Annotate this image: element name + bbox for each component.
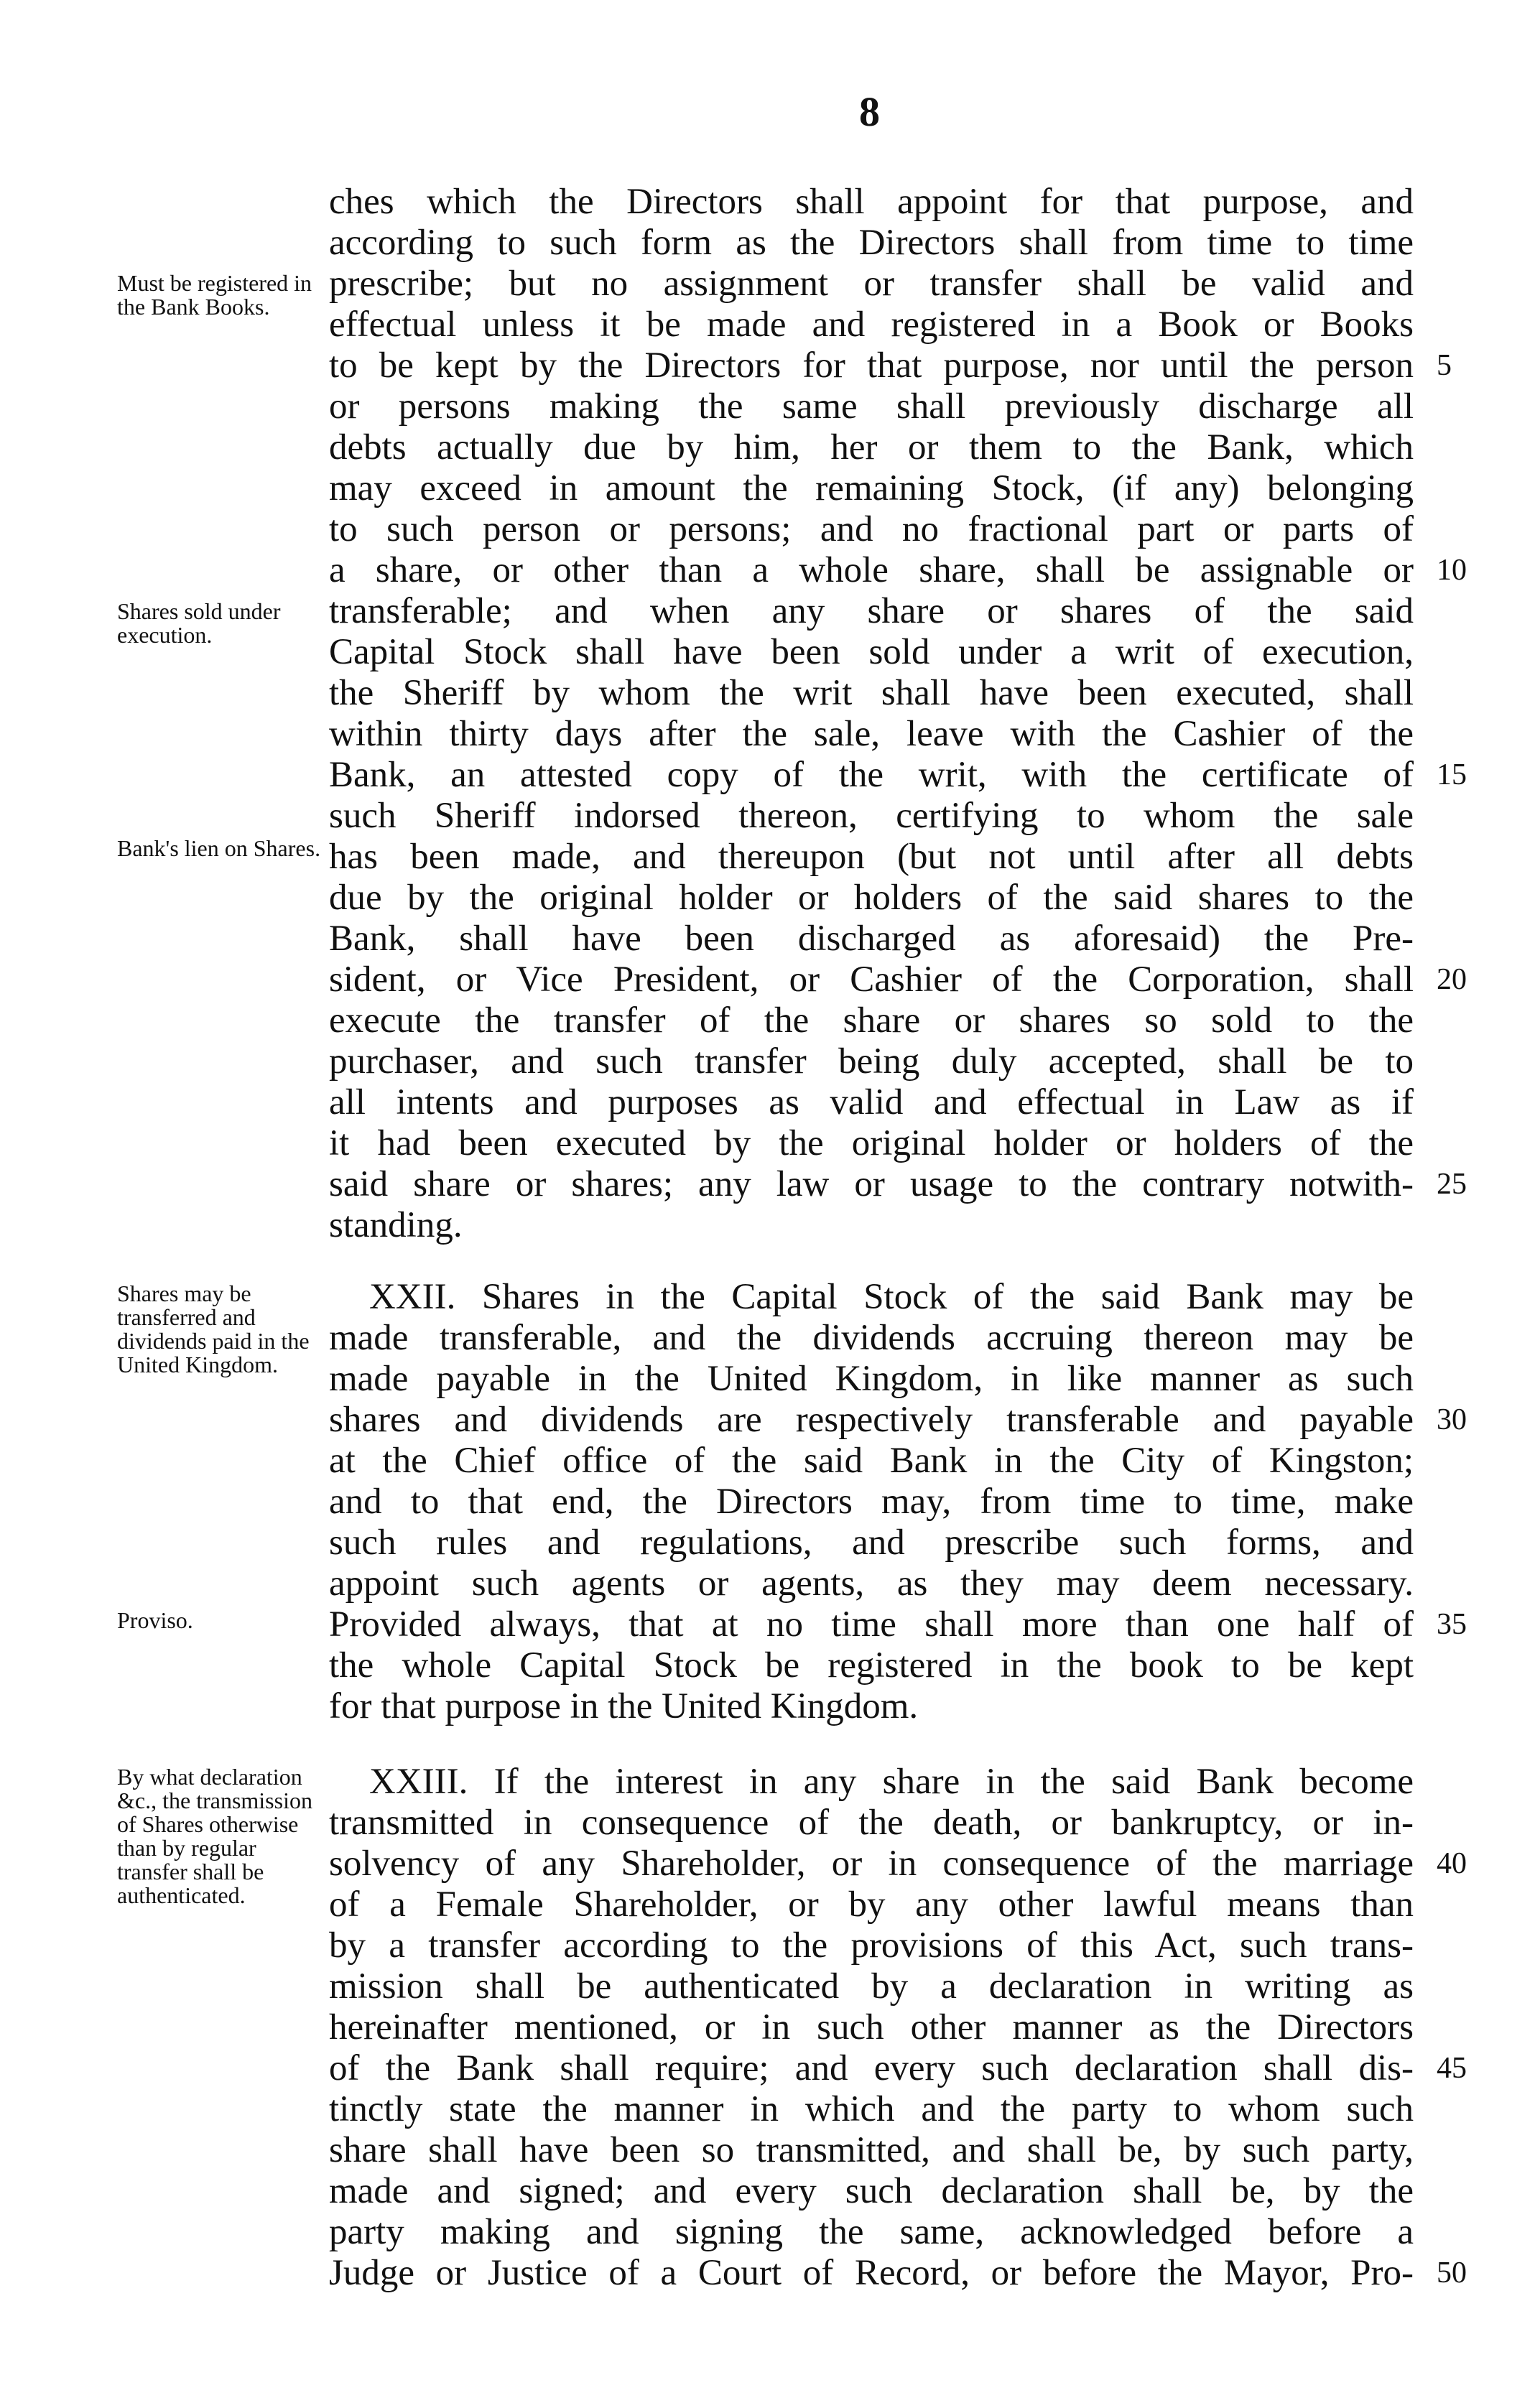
text-line: according to such form as the Directors shall from time to time — [329, 223, 1414, 263]
text-line: a share, or other than a whole share, shall be assignable or — [329, 550, 1414, 590]
margin-note-execution: Shares sold under execution. — [117, 598, 281, 648]
line-number: 45 — [1437, 2052, 1467, 2085]
text-line: ches which the Directors shall appoint for that purpose, and — [329, 182, 1414, 222]
text-line: due by the original holder or holders of the said shares to the — [329, 878, 1414, 918]
text-line: has been made, and thereupon (but not until after all debts — [329, 837, 1414, 877]
text-line: said share or shares; any law or usage to the contrary notwith- — [329, 1164, 1414, 1204]
text-line: Bank, shall have been discharged as aforesaid) the Pre- — [329, 919, 1414, 959]
margin-note-lien: Bank's lien on Shares. — [117, 835, 321, 861]
line-number: 10 — [1437, 554, 1467, 587]
text-line: such Sheriff indorsed thereon, certifying to whom the sale — [329, 796, 1414, 836]
text-line: Capital Stock shall have been sold under a writ of execution, — [329, 632, 1414, 672]
text-line: for that purpose in the United Kingdom. — [329, 1686, 919, 1726]
text-line: tinctly state the manner in which and the party to whom such — [329, 2089, 1414, 2129]
paragraph-1 — [329, 182, 1414, 1246]
text-line: within thirty days after the sale, leave with the Cashier of the — [329, 714, 1414, 754]
text-line: execute the transfer of the share or shares so sold to the — [329, 1000, 1414, 1041]
text-line: standing. — [329, 1205, 463, 1245]
text-line: to be kept by the Directors for that purpose, nor until the person — [329, 345, 1414, 386]
text-line: solvency of any Shareholder, or in consequence of the marriage — [329, 1844, 1414, 1884]
margin-note-registered: Must be registered in the Bank Books. — [117, 270, 312, 320]
margin-note-proviso: Proviso. — [117, 1607, 193, 1633]
text-line: or persons making the same shall previously discharge all — [329, 386, 1414, 427]
text-line: appoint such agents or agents, as they may deem necessary. — [329, 1563, 1414, 1604]
line-number: 5 — [1437, 349, 1452, 382]
text-line: made payable in the United Kingdom, in like manner as such — [329, 1359, 1414, 1399]
text-line: made and signed; and every such declaration shall be, by the — [329, 2171, 1414, 2211]
text-line: effectual unless it be made and registered in a Book or Books — [329, 305, 1414, 345]
paragraph-2 — [329, 1277, 1414, 1727]
text-line: of a Female Shareholder, or by any other lawful means than — [329, 1884, 1414, 1925]
text-line: all intents and purposes as valid and effectual in Law as if — [329, 1082, 1414, 1122]
text-line: may exceed in amount the remaining Stock, (if any) belonging — [329, 468, 1414, 508]
text-line: Judge or Justice of a Court of Record, or before the Mayor, Pro- — [329, 2253, 1414, 2293]
text-line: Bank, an attested copy of the writ, with the certificate of — [329, 755, 1414, 795]
line-number: 15 — [1437, 758, 1467, 791]
text-line: such rules and regulations, and prescribe such forms, and — [329, 1523, 1414, 1563]
text-line: the Sheriff by whom the writ shall have been executed, shall — [329, 673, 1414, 713]
paragraph-3 — [329, 1762, 1414, 2294]
text-line: and to that end, the Directors may, from time to time, make — [329, 1482, 1414, 1522]
text-line: at the Chief office of the said Bank in the City of Kingston; — [329, 1441, 1414, 1481]
text-line: the whole Capital Stock be registered in the book to be kept — [329, 1645, 1414, 1686]
text-line: shares and dividends are respectively transferable and payable — [329, 1400, 1414, 1440]
text-line: transferable; and when any share or shares of the said — [329, 591, 1414, 631]
text-line: to such person or persons; and no fractional part or parts of — [329, 509, 1414, 549]
line-number: 35 — [1437, 1608, 1467, 1641]
text-line: prescribe; but no assignment or transfer shall be valid and — [329, 264, 1414, 304]
page-number: 8 — [859, 88, 880, 135]
text-line: XXIII. If the interest in any share in the said Bank become — [369, 1762, 1414, 1802]
line-number: 25 — [1437, 1168, 1467, 1201]
line-number: 50 — [1437, 2256, 1467, 2290]
text-line: purchaser, and such transfer being duly accepted, shall be to — [329, 1041, 1414, 1082]
text-line: debts actually due by him, her or them to the Bank, which — [329, 427, 1414, 468]
line-number: 20 — [1437, 963, 1467, 996]
text-line: hereinafter mentioned, or in such other manner as the Directors — [329, 2007, 1414, 2047]
margin-note-united-kingdom: Shares may be transferred and dividends paid in the United Kingdom. — [117, 1280, 310, 1377]
text-line: of the Bank shall require; and every such declaration shall dis- — [329, 2048, 1414, 2088]
margin-note-transmission: By what declaration &c., the transmission of Shares otherwise than by regular transfer shall be authenticated. — [117, 1764, 312, 1908]
text-line: by a transfer according to the provisions of this Act, such trans- — [329, 1925, 1414, 1966]
line-number: 30 — [1437, 1403, 1467, 1436]
text-line: mission shall be authenticated by a declaration in writing as — [329, 1966, 1414, 2007]
text-line: XXII. Shares in the Capital Stock of the said Bank may be — [369, 1277, 1414, 1317]
line-number: 40 — [1437, 1847, 1467, 1880]
text-line: share shall have been so transmitted, and shall be, by such party, — [329, 2130, 1414, 2170]
text-line: transmitted in consequence of the death, or bankruptcy, or in- — [329, 1803, 1414, 1843]
text-line: party making and signing the same, acknowledged before a — [329, 2212, 1414, 2252]
text-line: made transferable, and the dividends accruing thereon may be — [329, 1318, 1414, 1358]
text-line: sident, or Vice President, or Cashier of the Corporation, shall — [329, 959, 1414, 1000]
text-line: it had been executed by the original holder or holders of the — [329, 1123, 1414, 1163]
text-line: Provided always, that at no time shall more than one half of — [329, 1604, 1414, 1645]
